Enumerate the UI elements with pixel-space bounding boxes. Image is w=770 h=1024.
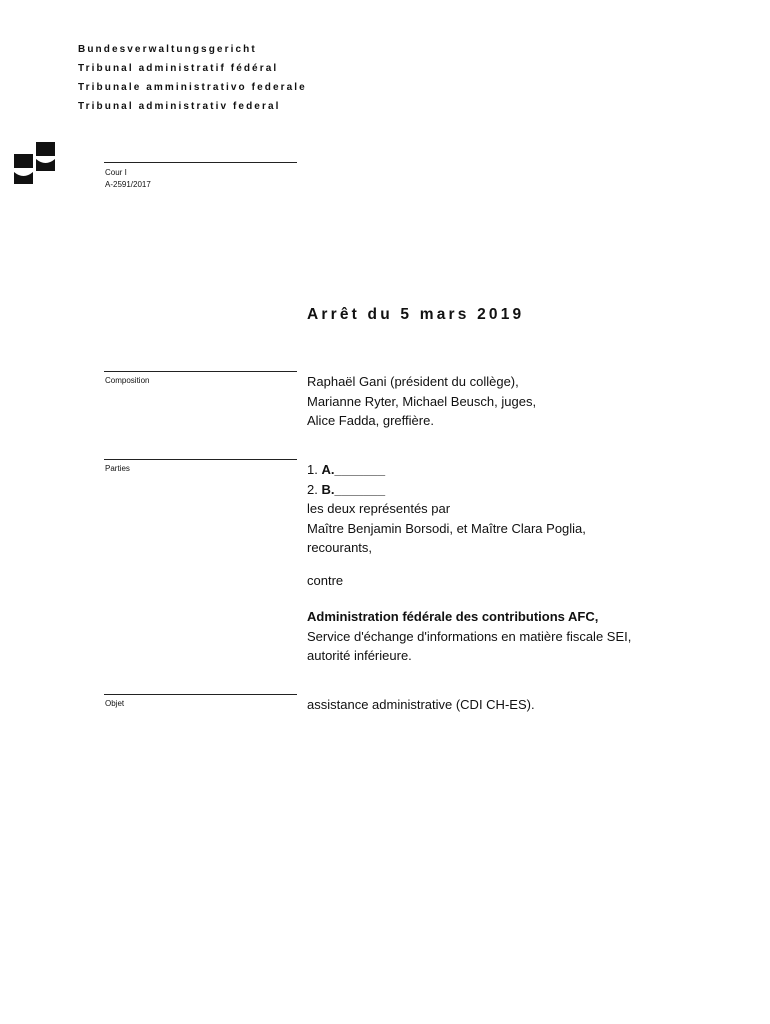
parties-label: Parties xyxy=(105,464,130,473)
object-text: assistance administrative (CDI CH-ES). xyxy=(307,697,535,712)
composition-line: Raphaël Gani (président du collège), xyxy=(307,374,519,389)
court-name-de: Bundesverwaltungsgericht xyxy=(78,44,257,55)
judgment-title: Arrêt du 5 mars 2019 xyxy=(307,306,525,323)
case-rule xyxy=(104,162,297,163)
parties-rule xyxy=(104,459,297,460)
court-names-header xyxy=(78,40,307,116)
lawyers-line: Maître Benjamin Borsodi, et Maître Clara Poglia, xyxy=(307,520,586,536)
authority-role: autorité inférieure. xyxy=(307,648,412,663)
composition-line: Alice Fadda, greffière. xyxy=(307,413,434,428)
authority-service: Service d'échange d'informations en matière fiscale SEI, xyxy=(307,628,632,644)
composition-label: Composition xyxy=(105,376,150,385)
party-2-number: 2. xyxy=(307,481,322,497)
party-1-number: 1. xyxy=(307,462,322,477)
party-1-name: A._______ xyxy=(321,462,386,477)
composition-block xyxy=(307,372,536,431)
composition-line: Marianne Ryter, Michael Beusch, juges, xyxy=(307,393,537,409)
parties-block xyxy=(307,460,586,558)
party-1 xyxy=(307,460,586,480)
representation-line: les deux représentés par xyxy=(307,501,451,516)
object-label: Objet xyxy=(105,699,125,708)
court-name-it: Tribunale amministrativo federale xyxy=(78,82,307,93)
court-division: Cour I xyxy=(105,168,127,177)
object-rule xyxy=(104,694,297,695)
court-logo-icon xyxy=(14,142,56,186)
appellants-role: recourants, xyxy=(307,540,373,555)
versus-text: contre xyxy=(307,573,344,588)
court-name-rm: Tribunal administrativ federal xyxy=(78,101,281,112)
party-2-name: B._______ xyxy=(321,481,386,497)
authority-block xyxy=(307,607,631,666)
authority-name: Administration fédérale des contributions AFC, xyxy=(307,609,599,624)
party-2 xyxy=(307,480,586,500)
composition-rule xyxy=(104,371,297,372)
court-name-fr: Tribunal administratif fédéral xyxy=(78,63,279,74)
case-number: A-2591/2017 xyxy=(105,180,151,189)
